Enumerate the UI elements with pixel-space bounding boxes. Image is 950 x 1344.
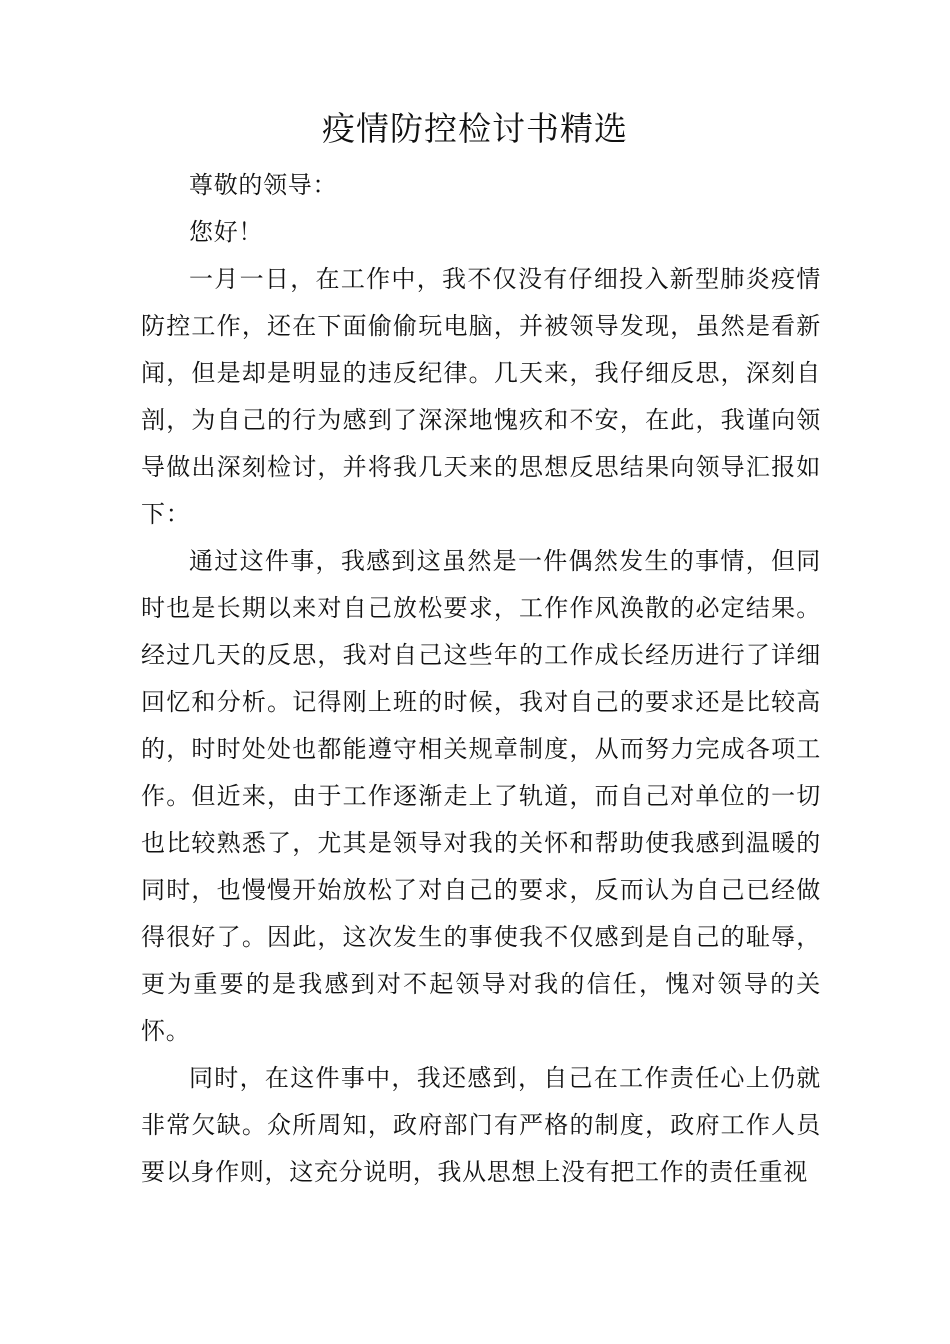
salutation: 尊敬的领导：: [189, 171, 338, 199]
document-body: [141, 162, 821, 1196]
greeting: 您好！: [189, 218, 264, 246]
body-paragraph-1: 一月一日，在工作中，我不仅没有仔细投入新型肺炎疫情防控工作，还在下面偷偷玩电脑，并被领导发现，虽然是看新闻，但是却是明显的违反纪律。几天来，我仔细反思，深刻自剖，为自己的行为感到了深深地愧疚和不安，在此，我谨向领导做出深刻检讨，并将我几天来的思想反思结果向领导汇报如下：: [141, 265, 821, 528]
document-title: 疫情防控检讨书精选: [322, 109, 628, 148]
body-paragraph-2: 通过这件事，我感到这虽然是一件偶然发生的事情，但同时也是长期以来对自己放松要求，工作作风涣散的必定结果。经过几天的反思，我对自己这些年的工作成长经历进行了详细回忆和分析。记得刚上班的时候，我对自己的要求还是比较高的，时时处处也都能遵守相关规章制度，从而努力完成各项工作。但近来，由于工作逐渐走上了轨道，而自己对单位的一切也比较熟悉了，尤其是领导对我的关怀和帮助使我感到温暖的同时，也慢慢开始放松了对自己的要求，反而认为自己已经做得很好了。因此，这次发生的事使我不仅感到是自己的耻辱，更为重要的是我感到对不起领导对我的信任，愧对领导的关怀。: [141, 547, 821, 1045]
body-paragraph-3: 同时，在这件事中，我还感到，自己在工作责任心上仍就非常欠缺。众所周知，政府部门有严格的制度，政府工作人员要以身作则，这充分说明，我从思想上没有把工作的责任重视: [141, 1064, 821, 1186]
